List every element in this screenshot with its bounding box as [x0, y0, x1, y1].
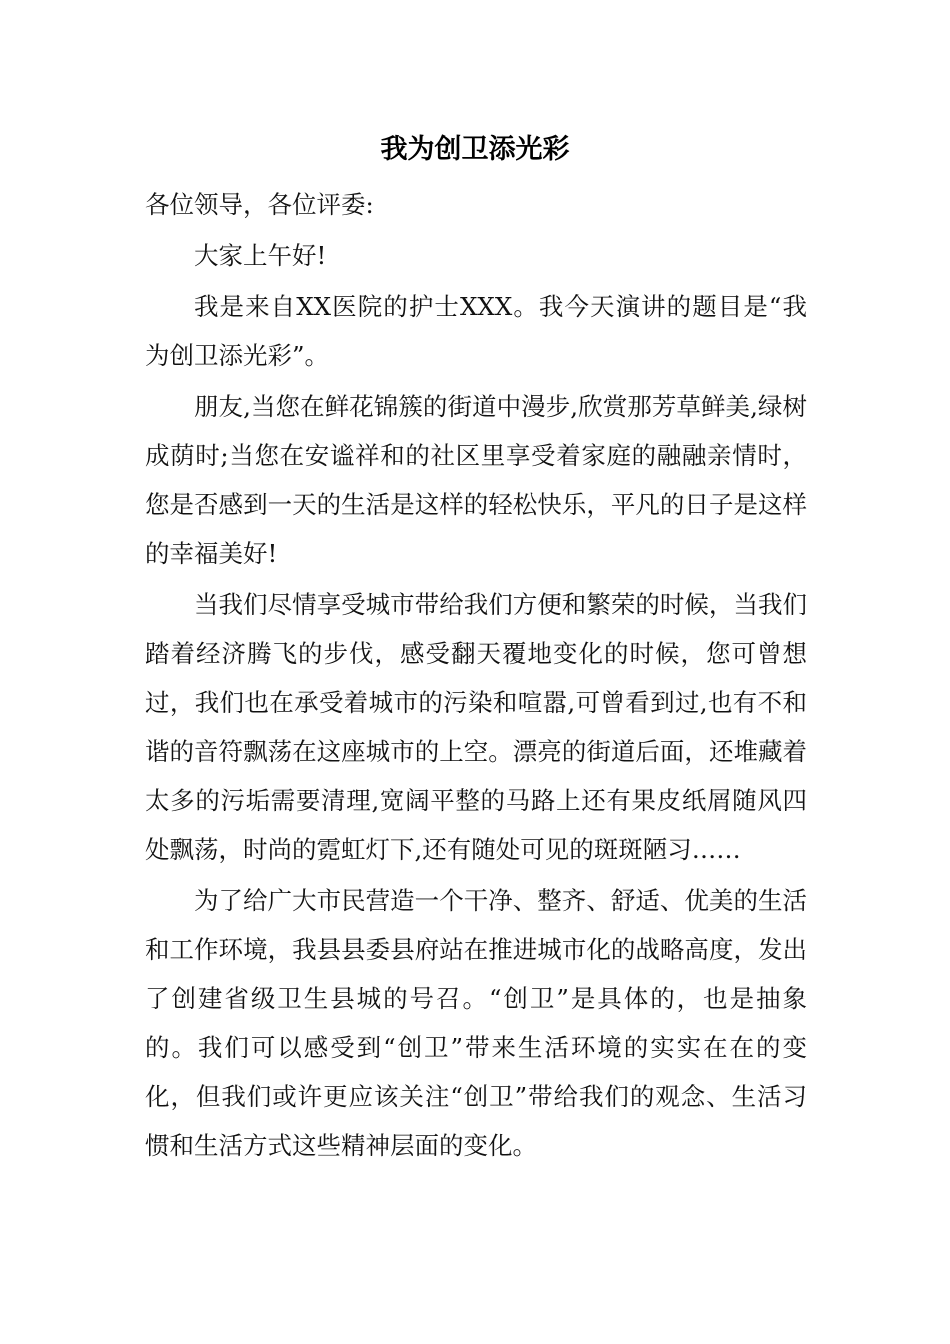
paragraph-city-problems: 当我们尽情享受城市带给我们方便和繁荣的时候，当我们踏着经济腾飞的步伐，感受翻天覆地变化的时候，您可曾想过，我们也在承受着城市的污染和喧嚣,可曾看到过,也有不和谐的音符飘荡在这座城市的上空。漂亮的街道后面，还堆藏着太多的污垢需要清理,宽阔平整的马路上还有果皮纸屑随风四处飘荡，时尚的霓虹灯下,还有随处可见的斑斑陋习……	[145, 590, 807, 864]
paragraph-introduction: 我是来自XX医院的护士XXX。我今天演讲的题目是“我为创卫添光彩”。	[145, 292, 807, 370]
paragraph-friends: 朋友,当您在鲜花锦簇的街道中漫步,欣赏那芳草鲜美,绿树成荫时;当您在安谧祥和的社区里享受着家庭的融融亲情时，您是否感到一天的生活是这样的轻松快乐，平凡的日子是这样的幸福美好!	[145, 392, 807, 568]
paragraph-chuangwei: 为了给广大市民营造一个干净、整齐、舒适、优美的生活和工作环境，我县县委县府站在推进城市化的战略高度，发出了创建省级卫生县城的号召。“创卫”是具体的，也是抽象的。我们可以感受到“创卫”带来生活环境的实实在在的变化，但我们或许更应该关注“创卫”带给我们的观念、生活习惯和生活方式这些精神层面的变化。	[145, 886, 807, 1160]
document-title: 我为创卫添光彩	[380, 134, 570, 165]
document-body	[145, 180, 807, 1172]
salutation: 各位领导，各位评委:	[145, 190, 374, 219]
paragraph-greeting: 大家上午好!	[194, 241, 327, 270]
